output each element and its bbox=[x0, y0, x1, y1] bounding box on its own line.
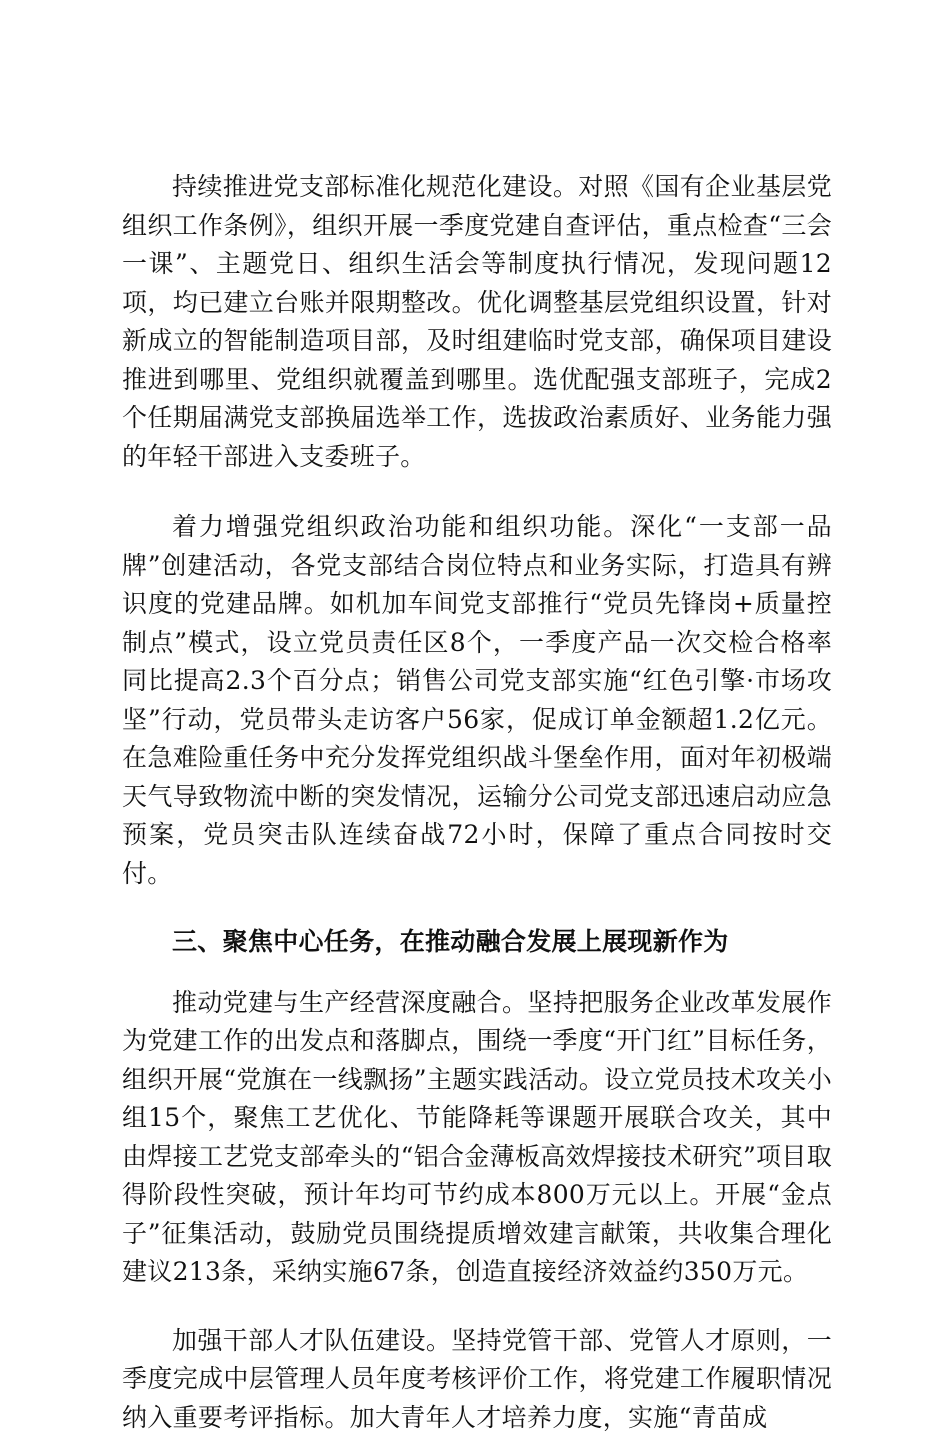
document-body bbox=[122, 168, 832, 1437]
paragraph-political-function: 着力增强党组织政治功能和组织功能。深化“一支部一品牌”创建活动，各党支部结合岗位特点和业务实际，打造具有辨识度的党建品牌。如机加车间党支部推行“党员先锋岗+质量控制点”模式，设立党员责任区8个，一季度产品一次交检合格率同比提高2.3个百分点；销售公司党支部实施“红色引擎·市场攻坚”行动，党员带头走访客户56家，促成订单金额超1.2亿元。在急难险重任务中充分发挥党组织战斗堡垒作用，面对年初极端天气导致物流中断的突发情况，运输分公司党支部迅速启动应急预案，党员突击队连续奋战72小时，保障了重点合同按时交付。 bbox=[122, 508, 832, 893]
section-heading: 三、聚焦中心任务，在推动融合发展上展现新作为 bbox=[122, 923, 832, 962]
paragraph-talent-building: 加强干部人才队伍建设。坚持党管干部、党管人才原则，一季度完成中层管理人员年度考核评价工作，将党建工作履职情况纳入重要考评指标。加大青年人才培养力度，实施“青苗成 bbox=[122, 1322, 832, 1437]
paragraph-integration: 推动党建与生产经营深度融合。坚持把服务企业改革发展作为党建工作的出发点和落脚点，围绕一季度“开门红”目标任务，组织开展“党旗在一线飘扬”主题实践活动。设立党员技术攻关小组15个，聚焦工艺优化、节能降耗等课题开展联合攻关，其中由焊接工艺党支部牵头的“铝合金薄板高效焊接技术研究”项目取得阶段性突破，预计年均可节约成本800万元以上。开展“金点子”征集活动，鼓励党员围绕提质增效建言献策，共收集合理化建议213条，采纳实施67条，创造直接经济效益约350万元。 bbox=[122, 984, 832, 1292]
paragraph-standardization: 持续推进党支部标准化规范化建设。对照《国有企业基层党组织工作条例》，组织开展一季度党建自查评估，重点检查“三会一课”、主题党日、组织生活会等制度执行情况，发现问题12项，均已建立台账并限期整改。优化调整基层党组织设置，针对新成立的智能制造项目部，及时组建临时党支部，确保项目建设推进到哪里、党组织就覆盖到哪里。选优配强支部班子，完成2个任期届满党支部换届选举工作，选拔政治素质好、业务能力强的年轻干部进入支委班子。 bbox=[122, 168, 832, 476]
